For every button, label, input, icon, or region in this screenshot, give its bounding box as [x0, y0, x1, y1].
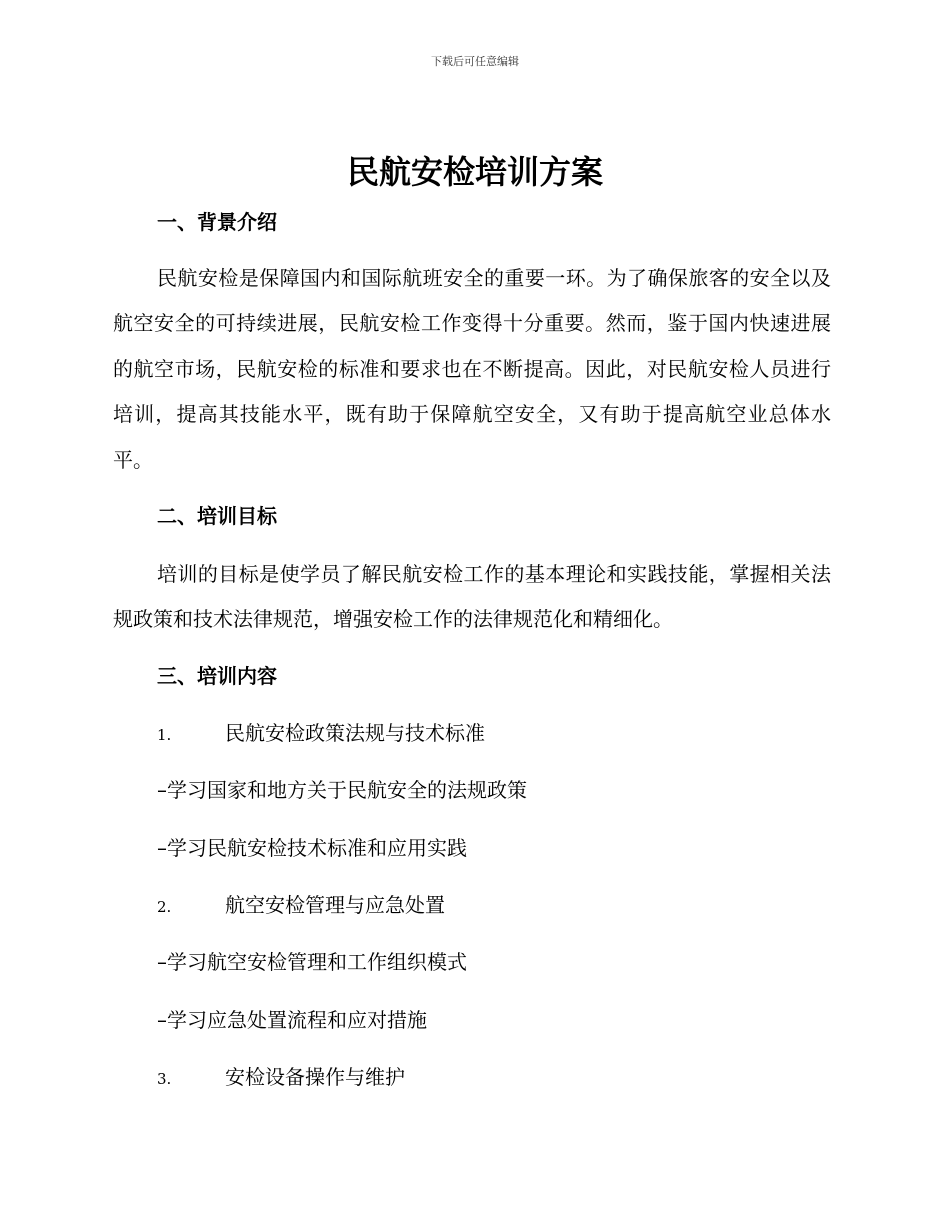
- header-note: 下载后可任意编辑: [431, 55, 519, 68]
- list-item-title: 民航安检政策法规与技术标准: [225, 721, 485, 745]
- list-item-number: 1.: [157, 726, 172, 744]
- section-paragraph-goals: 培训的目标是使学员了解民航安检工作的基本理论和实践技能，掌握相关法规政策和技术法律规范，增强安检工作的法律规范化和精细化。: [113, 562, 831, 632]
- list-item: [157, 1063, 405, 1093]
- section-heading-goals: 二、培训目标: [157, 504, 277, 528]
- document-title: 民航安检培训方案: [346, 153, 603, 191]
- sub-item: –学习航空安检管理和工作组织模式: [157, 950, 467, 974]
- sub-item: –学习民航安检技术标准和应用实践: [157, 836, 467, 860]
- section-heading-content: 三、培训内容: [157, 664, 277, 688]
- list-item-number: 2.: [157, 898, 172, 916]
- section-paragraph-background: 民航安检是保障国内和国际航班安全的重要一环。为了确保旅客的安全以及航空安全的可持续进展，民航安检工作变得十分重要。然而，鉴于国内快速进展的航空市场，民航安检的标准和要求也在不断提高。因此，对民航安检人员进行培训，提高其技能水平，既有助于保障航空安全，又有助于提高航空业总体水平。: [113, 266, 831, 472]
- list-item-number: 3.: [157, 1070, 172, 1088]
- sub-item: –学习应急处置流程和应对措施: [157, 1008, 427, 1032]
- list-item-title: 安检设备操作与维护: [225, 1065, 405, 1089]
- section-heading-background: 一、背景介绍: [157, 210, 277, 234]
- list-item-title: 航空安检管理与应急处置: [225, 893, 445, 917]
- list-item: [157, 891, 445, 921]
- sub-item: –学习国家和地方关于民航安全的法规政策: [157, 778, 527, 802]
- list-item: [157, 719, 485, 749]
